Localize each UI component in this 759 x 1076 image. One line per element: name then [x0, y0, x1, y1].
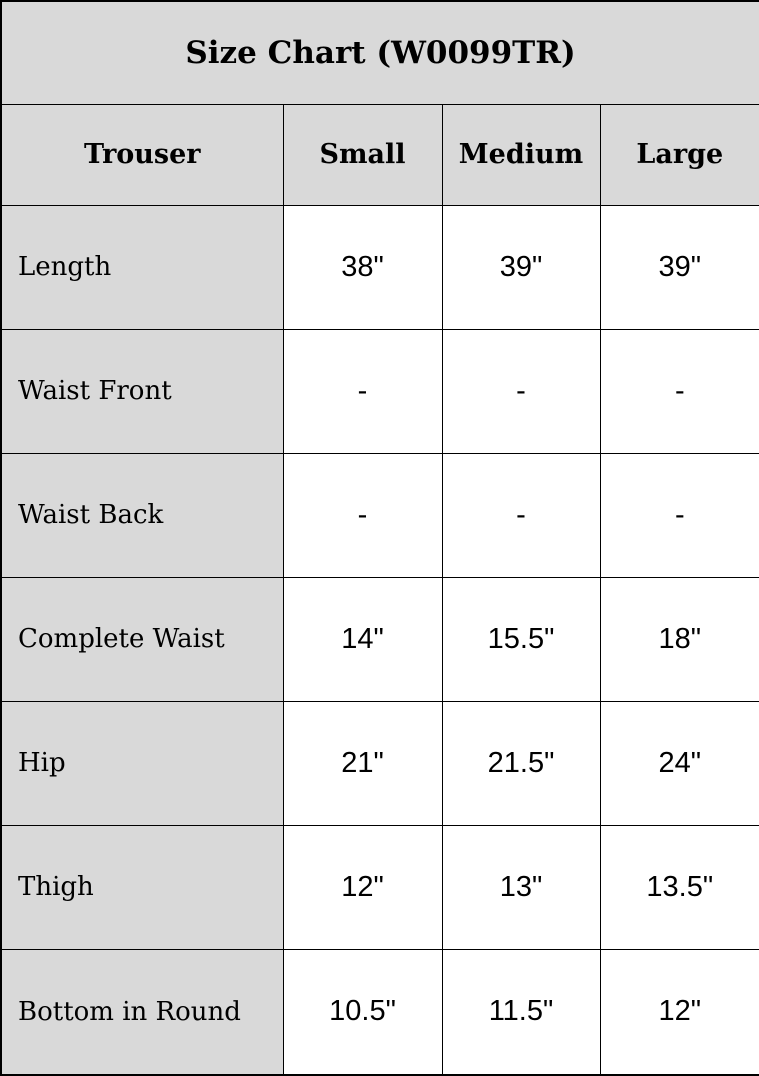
- row-label: Waist Back: [1, 453, 283, 577]
- size-value-small: 38": [283, 205, 442, 329]
- size-value-small: -: [283, 329, 442, 453]
- row-label: Complete Waist: [1, 577, 283, 701]
- title-row: [1, 1, 759, 104]
- column-header-medium: Medium: [442, 104, 600, 205]
- size-value-small: -: [283, 453, 442, 577]
- size-value-medium: 39": [442, 205, 600, 329]
- size-value-medium: -: [442, 329, 600, 453]
- size-value-medium: 21.5": [442, 701, 600, 825]
- table-row-waist-back: [1, 453, 759, 577]
- size-value-large: 24": [600, 701, 759, 825]
- table-row-length: [1, 205, 759, 329]
- size-value-small: 14": [283, 577, 442, 701]
- row-label: Length: [1, 205, 283, 329]
- column-header-small: Small: [283, 104, 442, 205]
- size-value-medium: 11.5": [442, 949, 600, 1075]
- size-value-small: 21": [283, 701, 442, 825]
- size-value-small: 10.5": [283, 949, 442, 1075]
- size-value-small: 12": [283, 825, 442, 949]
- table-row-bottom-in-round: [1, 949, 759, 1075]
- size-value-medium: -: [442, 453, 600, 577]
- chart-title: Size Chart (W0099TR): [1, 1, 759, 104]
- size-value-large: 13.5": [600, 825, 759, 949]
- column-header-large: Large: [600, 104, 759, 205]
- table-row-waist-front: [1, 329, 759, 453]
- row-label: Bottom in Round: [1, 949, 283, 1075]
- column-header-trouser: Trouser: [1, 104, 283, 205]
- table-row-complete-waist: [1, 577, 759, 701]
- table-row-thigh: [1, 825, 759, 949]
- table-row-hip: [1, 701, 759, 825]
- size-value-large: 39": [600, 205, 759, 329]
- size-value-medium: 13": [442, 825, 600, 949]
- row-label: Thigh: [1, 825, 283, 949]
- size-value-large: 18": [600, 577, 759, 701]
- size-value-medium: 15.5": [442, 577, 600, 701]
- size-value-large: -: [600, 329, 759, 453]
- row-label: Hip: [1, 701, 283, 825]
- header-row: [1, 104, 759, 205]
- size-value-large: 12": [600, 949, 759, 1075]
- size-value-large: -: [600, 453, 759, 577]
- row-label: Waist Front: [1, 329, 283, 453]
